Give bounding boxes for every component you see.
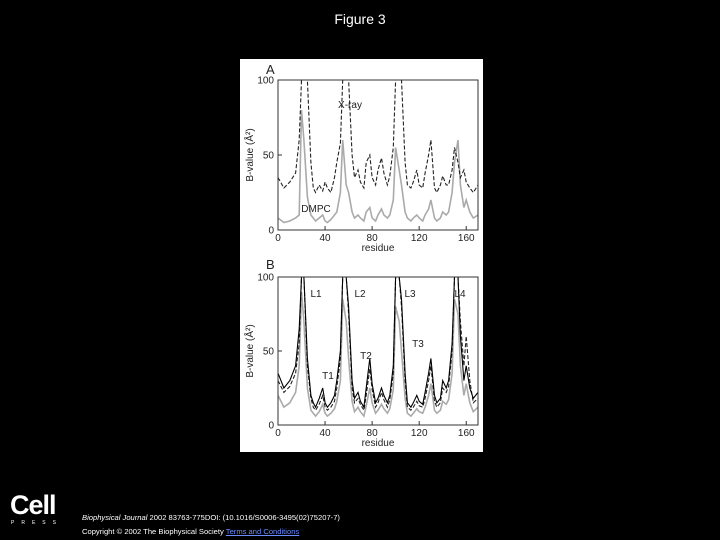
plot-annotation: L2 [354,289,366,300]
plot-annotation: L4 [454,289,466,300]
x-axis-label: residue [361,243,395,254]
y-tick-label: 100 [257,272,274,284]
plot-annotation: T1 [322,371,334,382]
plot-annotation: DMPC [301,204,331,215]
cell-press-logo [10,492,70,528]
y-tick-label: 50 [262,150,274,162]
series-line-0-1 [278,80,478,193]
journal-name: Biophysical Journal [82,513,148,522]
panel-label: B [266,257,275,272]
figure-image [240,59,483,452]
plot-annotation: L3 [404,289,416,300]
x-tick-label: 0 [275,428,281,439]
x-tick-label: 0 [275,233,281,244]
y-tick-label: 0 [268,420,274,432]
y-tick-label: 100 [257,75,274,87]
panel-label: A [266,62,275,77]
x-tick-label: 160 [457,428,475,439]
page-title: Figure 3 [334,11,386,27]
x-tick-label: 120 [410,428,428,439]
x-axis-label: residue [361,438,395,449]
x-tick-label: 160 [457,233,475,244]
y-tick-label: 50 [262,346,274,358]
plot-annotation: T3 [412,339,424,350]
x-tick-label: 120 [410,233,428,244]
plot-annotation: L1 [310,289,322,300]
citation-details: 2002 83763-775DOI: (10.1016/S0006-3495(02)75207-7) [147,513,340,522]
x-tick-label: 80 [366,233,378,244]
y-axis-label: B-value (Å²) [245,324,256,378]
logo-press: PRESS [11,520,63,526]
figure-chart [240,59,483,452]
x-tick-label: 40 [319,233,331,244]
copyright-text: Copyright © 2002 The Biophysical Society [82,527,226,536]
x-tick-label: 80 [366,428,378,439]
plot-annotation: X-ray [338,100,362,111]
x-tick-label: 40 [319,428,331,439]
copyright [82,527,299,536]
citation [82,513,340,522]
y-axis-label: B-value (Å²) [245,128,256,182]
y-tick-label: 0 [268,225,274,237]
logo-word: Cell [10,490,56,520]
plot-annotation: T2 [360,351,372,362]
terms-link[interactable]: Terms and Conditions [225,527,300,536]
